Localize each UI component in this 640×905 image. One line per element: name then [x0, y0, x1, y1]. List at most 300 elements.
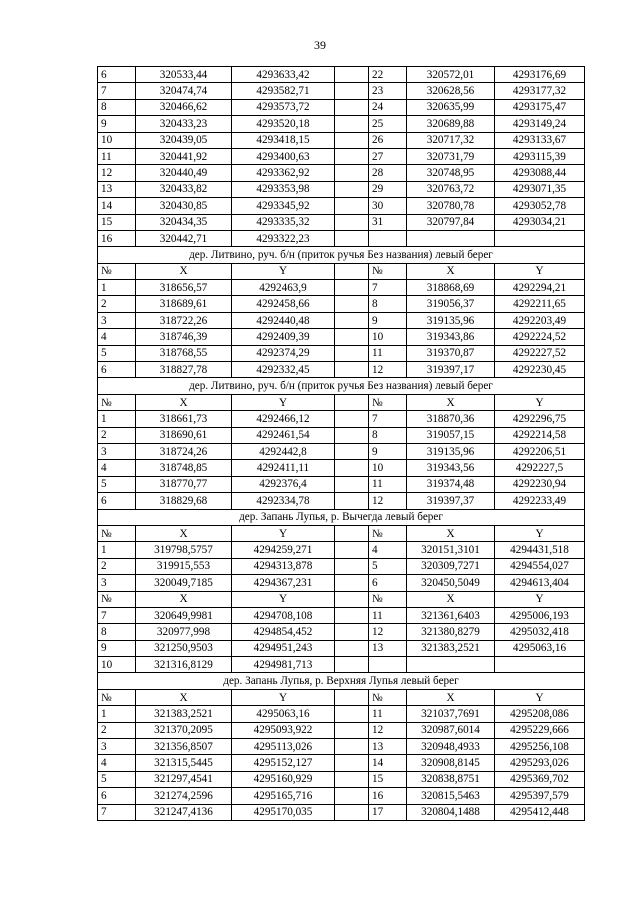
point-number: №: [98, 591, 136, 607]
coord-y: 4292227,52: [495, 345, 585, 361]
spacer-cell: [335, 214, 369, 230]
coord-y: 4292214,58: [495, 427, 585, 443]
point-number: 6: [98, 788, 136, 804]
coord-x: 319374,48: [407, 476, 495, 492]
coord-x: 320908,8145: [407, 755, 495, 771]
point-number: 7: [98, 83, 136, 99]
coord-x: 321356,8507: [136, 739, 232, 755]
table-row: [98, 312, 585, 328]
coord-y: 4295063,16: [232, 706, 335, 722]
coord-x: 320466,62: [136, 99, 232, 115]
page-number: 39: [314, 38, 326, 52]
table-row: [98, 788, 585, 804]
point-number: 5: [369, 558, 407, 574]
table-row: [98, 198, 585, 214]
coord-x: 318722,26: [136, 312, 232, 328]
spacer-cell: [335, 493, 369, 509]
point-number: 3: [98, 575, 136, 591]
point-number: №: [98, 394, 136, 410]
table-row: [98, 329, 585, 345]
coord-x: 320450,5049: [407, 575, 495, 591]
coord-y: 4295063,16: [495, 640, 585, 656]
section-title-row: [98, 247, 585, 263]
spacer-cell: [335, 198, 369, 214]
coordinates-table: [97, 66, 585, 821]
spacer-cell: [335, 345, 369, 361]
coord-y: 4293582,71: [232, 83, 335, 99]
coord-y: 4293418,15: [232, 132, 335, 148]
spacer-cell: [335, 116, 369, 132]
point-number: 12: [369, 722, 407, 738]
point-number: 6: [98, 67, 136, 83]
coord-x: 319056,37: [407, 296, 495, 312]
point-number: 4: [98, 329, 136, 345]
point-number: 10: [98, 132, 136, 148]
point-number: 2: [98, 427, 136, 443]
coord-y: 4294313,878: [232, 558, 335, 574]
coord-x: 318661,73: [136, 411, 232, 427]
coord-y: 4292211,65: [495, 296, 585, 312]
point-number: 8: [98, 99, 136, 115]
spacer-cell: [335, 181, 369, 197]
coord-y: 4292458,66: [232, 296, 335, 312]
section-title: дер. Запань Лупья, р. Верхняя Лупья левый берег: [98, 673, 585, 689]
coord-y: 4295229,666: [495, 722, 585, 738]
spacer-cell: [335, 591, 369, 607]
coord-x: 318829,68: [136, 493, 232, 509]
spacer-cell: [335, 99, 369, 115]
point-number: 11: [369, 607, 407, 623]
spacer-cell: [335, 280, 369, 296]
coord-x: 320434,35: [136, 214, 232, 230]
coord-y: 4293633,42: [232, 67, 335, 83]
coord-x: 319343,86: [407, 329, 495, 345]
table-row: [98, 657, 585, 673]
table-row: [98, 263, 585, 279]
table-row: [98, 99, 585, 115]
coord-x: 320440,49: [136, 165, 232, 181]
table-row: [98, 771, 585, 787]
spacer-cell: [335, 739, 369, 755]
coord-y: 4292440,48: [232, 312, 335, 328]
spacer-cell: [335, 83, 369, 99]
table-row: [98, 230, 585, 246]
point-number: 4: [369, 542, 407, 558]
table-row: [98, 116, 585, 132]
point-number: 16: [98, 230, 136, 246]
spacer-cell: [335, 624, 369, 640]
coord-x: 321274,2596: [136, 788, 232, 804]
table-row: [98, 280, 585, 296]
point-number: 1: [98, 706, 136, 722]
coord-x: 321316,8129: [136, 657, 232, 673]
point-number: 9: [369, 443, 407, 459]
coord-x: X: [136, 591, 232, 607]
coord-y: 4293071,35: [495, 181, 585, 197]
point-number: №: [369, 394, 407, 410]
point-number: 1: [98, 542, 136, 558]
point-number: 8: [98, 624, 136, 640]
coord-y: 4294854,452: [232, 624, 335, 640]
coord-x: 319915,553: [136, 558, 232, 574]
table-row: [98, 296, 585, 312]
coord-y: 4293345,92: [232, 198, 335, 214]
point-number: №: [98, 263, 136, 279]
point-number: 12: [98, 165, 136, 181]
coord-x: 318746,39: [136, 329, 232, 345]
point-number: [369, 230, 407, 246]
table-row: [98, 739, 585, 755]
table-row: [98, 542, 585, 558]
coord-y: 4295113,026: [232, 739, 335, 755]
section-title-row: [98, 378, 585, 394]
coord-x: 320635,99: [407, 99, 495, 115]
coord-x: [407, 230, 495, 246]
coord-y: 4294431,518: [495, 542, 585, 558]
point-number: 13: [369, 739, 407, 755]
coord-y: 4295170,035: [232, 804, 335, 820]
spacer-cell: [335, 296, 369, 312]
coord-y: 4295006,193: [495, 607, 585, 623]
spacer-cell: [335, 427, 369, 443]
coord-y: 4294951,243: [232, 640, 335, 656]
coord-x: 320309,7271: [407, 558, 495, 574]
coord-y: 4294613,404: [495, 575, 585, 591]
spacer-cell: [335, 312, 369, 328]
point-number: 10: [369, 329, 407, 345]
spacer-cell: [335, 263, 369, 279]
coord-x: 320572,01: [407, 67, 495, 83]
coord-x: 320430,85: [136, 198, 232, 214]
point-number: 12: [369, 493, 407, 509]
table-row: [98, 427, 585, 443]
table-row: [98, 804, 585, 820]
coord-x: 321037,7691: [407, 706, 495, 722]
point-number: 12: [369, 362, 407, 378]
coord-y: Y: [495, 525, 585, 541]
spacer-cell: [335, 148, 369, 164]
point-number: 11: [369, 345, 407, 361]
point-number: 25: [369, 116, 407, 132]
coord-y: 4293177,32: [495, 83, 585, 99]
coord-y: 4292334,78: [232, 493, 335, 509]
table-row: [98, 362, 585, 378]
spacer-cell: [335, 771, 369, 787]
coord-x: 320838,8751: [407, 771, 495, 787]
point-number: 15: [98, 214, 136, 230]
coord-y: 4293573,72: [232, 99, 335, 115]
table-row: [98, 706, 585, 722]
table-row: [98, 558, 585, 574]
point-number: 13: [369, 640, 407, 656]
coord-y: 4295208,086: [495, 706, 585, 722]
coord-x: 320948,4933: [407, 739, 495, 755]
coord-y: Y: [232, 394, 335, 410]
point-number: 10: [98, 657, 136, 673]
coord-x: 320628,56: [407, 83, 495, 99]
point-number: 10: [369, 460, 407, 476]
point-number: 1: [98, 411, 136, 427]
coord-x: X: [136, 525, 232, 541]
coord-y: Y: [232, 525, 335, 541]
coord-x: 321383,2521: [407, 640, 495, 656]
coord-x: 320442,71: [136, 230, 232, 246]
section-title-row: [98, 509, 585, 525]
point-number: 16: [369, 788, 407, 804]
coord-x: 321361,6403: [407, 607, 495, 623]
coord-x: X: [407, 263, 495, 279]
point-number: 5: [98, 345, 136, 361]
coord-x: 318656,57: [136, 280, 232, 296]
spacer-cell: [335, 804, 369, 820]
coord-x: 320151,3101: [407, 542, 495, 558]
coord-y: Y: [232, 591, 335, 607]
coord-x: 320533,44: [136, 67, 232, 83]
table-row: [98, 493, 585, 509]
coord-y: [495, 230, 585, 246]
coord-y: 4293175,47: [495, 99, 585, 115]
table-row: [98, 722, 585, 738]
coord-y: 4294367,231: [232, 575, 335, 591]
coord-y: 4295412,448: [495, 804, 585, 820]
coord-x: 318690,61: [136, 427, 232, 443]
spacer-cell: [335, 411, 369, 427]
spacer-cell: [335, 329, 369, 345]
spacer-cell: [335, 362, 369, 378]
coord-x: 318724,26: [136, 443, 232, 459]
coord-y: Y: [232, 689, 335, 705]
table-row: [98, 148, 585, 164]
spacer-cell: [335, 460, 369, 476]
table-row: [98, 165, 585, 181]
point-number: 14: [369, 755, 407, 771]
spacer-cell: [335, 657, 369, 673]
table-row: [98, 591, 585, 607]
table-row: [98, 525, 585, 541]
spacer-cell: [335, 706, 369, 722]
coord-x: 321247,4136: [136, 804, 232, 820]
coord-x: 318827,78: [136, 362, 232, 378]
coord-x: 318870,36: [407, 411, 495, 427]
coord-x: 320439,05: [136, 132, 232, 148]
table-row: [98, 181, 585, 197]
coord-y: Y: [495, 263, 585, 279]
coord-x: 319370,87: [407, 345, 495, 361]
coord-x: 319343,56: [407, 460, 495, 476]
coord-x: 320474,74: [136, 83, 232, 99]
point-number: №: [369, 689, 407, 705]
coord-x: X: [136, 689, 232, 705]
point-number: 9: [369, 312, 407, 328]
coord-y: 4292463,9: [232, 280, 335, 296]
table-row: [98, 411, 585, 427]
point-number: №: [98, 525, 136, 541]
point-number: 9: [98, 640, 136, 656]
spacer-cell: [335, 443, 369, 459]
section-title-row: [98, 673, 585, 689]
point-number: №: [369, 591, 407, 607]
coord-y: [495, 657, 585, 673]
coord-x: 318748,85: [136, 460, 232, 476]
table-row: [98, 214, 585, 230]
coord-y: 4293052,78: [495, 198, 585, 214]
point-number: 28: [369, 165, 407, 181]
coord-x: 320763,72: [407, 181, 495, 197]
coord-y: 4292296,75: [495, 411, 585, 427]
coord-y: 4295165,716: [232, 788, 335, 804]
coord-y: 4292233,49: [495, 493, 585, 509]
spacer-cell: [335, 132, 369, 148]
spacer-cell: [335, 722, 369, 738]
coord-y: 4295093,922: [232, 722, 335, 738]
point-number: 3: [98, 443, 136, 459]
coord-y: 4294981,713: [232, 657, 335, 673]
coord-x: [407, 657, 495, 673]
coord-x: 319397,37: [407, 493, 495, 509]
coord-y: 4293088,44: [495, 165, 585, 181]
table-row: [98, 460, 585, 476]
point-number: 1: [98, 280, 136, 296]
spacer-cell: [335, 525, 369, 541]
point-number: 29: [369, 181, 407, 197]
coord-x: 320780,78: [407, 198, 495, 214]
coord-y: 4293362,92: [232, 165, 335, 181]
coord-y: 4292411,11: [232, 460, 335, 476]
coord-x: 318689,61: [136, 296, 232, 312]
coord-y: 4293353,98: [232, 181, 335, 197]
table-row: [98, 575, 585, 591]
coord-y: 4292227,5: [495, 460, 585, 476]
coord-y: 4293149,24: [495, 116, 585, 132]
point-number: 11: [369, 476, 407, 492]
coord-y: 4295256,108: [495, 739, 585, 755]
coord-y: 4292230,94: [495, 476, 585, 492]
table-row: [98, 689, 585, 705]
coord-x: 320049,7185: [136, 575, 232, 591]
coord-y: 4292203,49: [495, 312, 585, 328]
spacer-cell: [335, 394, 369, 410]
coord-x: 319135,96: [407, 443, 495, 459]
table-row: [98, 640, 585, 656]
coord-x: 320797,84: [407, 214, 495, 230]
spacer-cell: [335, 165, 369, 181]
coord-x: 321383,2521: [136, 706, 232, 722]
section-title: дер. Литвино, руч. б/н (приток ручья Без названия) левый берег: [98, 378, 585, 394]
coord-x: 320815,5463: [407, 788, 495, 804]
point-number: [369, 657, 407, 673]
point-number: 5: [98, 476, 136, 492]
table-row: [98, 67, 585, 83]
coord-x: 320441,92: [136, 148, 232, 164]
coord-x: 319397,17: [407, 362, 495, 378]
coord-x: 320717,32: [407, 132, 495, 148]
point-number: 22: [369, 67, 407, 83]
coord-x: 320804,1488: [407, 804, 495, 820]
point-number: 6: [98, 362, 136, 378]
coord-x: 321370,2095: [136, 722, 232, 738]
point-number: 4: [98, 755, 136, 771]
table-row: [98, 345, 585, 361]
coord-y: 4292206,51: [495, 443, 585, 459]
point-number: 5: [98, 771, 136, 787]
coord-y: 4293335,32: [232, 214, 335, 230]
coord-y: 4293400,63: [232, 148, 335, 164]
table-row: [98, 476, 585, 492]
coord-x: X: [136, 394, 232, 410]
point-number: 3: [98, 739, 136, 755]
spacer-cell: [335, 788, 369, 804]
coord-y: 4294554,027: [495, 558, 585, 574]
coord-y: 4295397,579: [495, 788, 585, 804]
point-number: 17: [369, 804, 407, 820]
coord-x: X: [407, 394, 495, 410]
coord-x: 321250,9503: [136, 640, 232, 656]
point-number: 31: [369, 214, 407, 230]
point-number: №: [369, 525, 407, 541]
coord-x: 320649,9981: [136, 607, 232, 623]
coord-y: 4293115,39: [495, 148, 585, 164]
point-number: 30: [369, 198, 407, 214]
point-number: 4: [98, 460, 136, 476]
spacer-cell: [335, 67, 369, 83]
point-number: 9: [98, 116, 136, 132]
table-row: [98, 132, 585, 148]
section-title: дер. Литвино, руч. б/н (приток ручья Без названия) левый берег: [98, 247, 585, 263]
coord-x: X: [407, 525, 495, 541]
table-row: [98, 83, 585, 99]
coord-y: 4295032,418: [495, 624, 585, 640]
coord-x: 319135,96: [407, 312, 495, 328]
coord-y: 4293322,23: [232, 230, 335, 246]
point-number: 7: [369, 280, 407, 296]
point-number: 7: [98, 804, 136, 820]
coord-x: 321297,4541: [136, 771, 232, 787]
point-number: 7: [369, 411, 407, 427]
spacer-cell: [335, 575, 369, 591]
coord-y: 4292332,45: [232, 362, 335, 378]
coord-x: 320689,88: [407, 116, 495, 132]
coord-y: Y: [495, 394, 585, 410]
coord-x: 320433,82: [136, 181, 232, 197]
point-number: 3: [98, 312, 136, 328]
coord-x: 318768,55: [136, 345, 232, 361]
coord-y: Y: [495, 591, 585, 607]
point-number: 8: [369, 296, 407, 312]
coord-x: 320987,6014: [407, 722, 495, 738]
coord-x: 319057,15: [407, 427, 495, 443]
point-number: 8: [369, 427, 407, 443]
table-row: [98, 755, 585, 771]
coord-y: 4292466,12: [232, 411, 335, 427]
point-number: 6: [369, 575, 407, 591]
spacer-cell: [335, 558, 369, 574]
section-title: дер. Запань Лупья, р. Вычегда левый берег: [98, 509, 585, 525]
spacer-cell: [335, 230, 369, 246]
coord-y: 4292374,29: [232, 345, 335, 361]
coord-y: 4293520,18: [232, 116, 335, 132]
point-number: 7: [98, 607, 136, 623]
coord-y: 4295293,026: [495, 755, 585, 771]
coord-x: 319798,5757: [136, 542, 232, 558]
coord-y: 4293176,69: [495, 67, 585, 83]
coord-x: X: [136, 263, 232, 279]
coord-x: 318770,77: [136, 476, 232, 492]
point-number: 27: [369, 148, 407, 164]
coord-y: Y: [232, 263, 335, 279]
coord-x: 320977,998: [136, 624, 232, 640]
table-row: [98, 443, 585, 459]
coord-y: 4292376,4: [232, 476, 335, 492]
